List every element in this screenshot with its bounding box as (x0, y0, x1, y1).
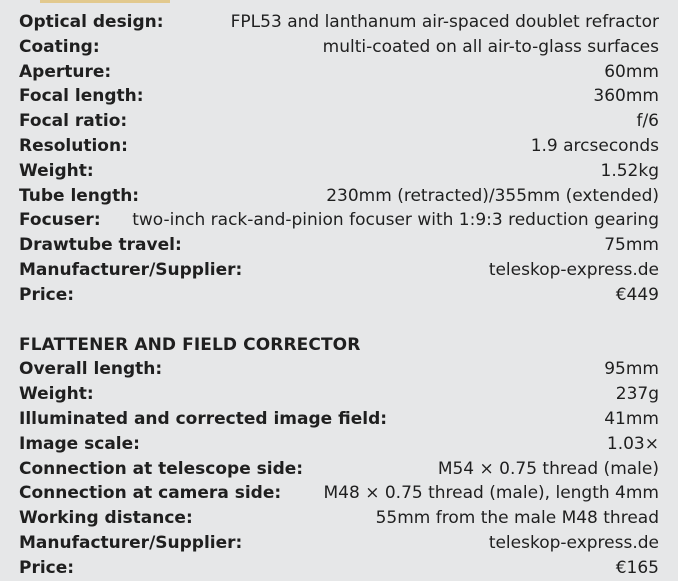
spec-value: 230mm (retracted)/355mm (extended) (326, 185, 659, 206)
spec-value: teleskop-express.de (488, 259, 659, 280)
spec-value: 360mm (593, 86, 659, 107)
spec-label: Price: (19, 284, 75, 305)
spec-label: Connection at telescope side: (19, 458, 304, 479)
spec-row-price (19, 283, 659, 308)
spec-value: 1.52kg (600, 160, 659, 181)
spec-label: Drawtube travel: (19, 235, 182, 256)
spec-sheet (19, 10, 659, 581)
spec-label: Weight: (19, 384, 94, 405)
spec-row-manufacturer (19, 258, 659, 283)
spec-label: Focal ratio: (19, 111, 128, 132)
spec-label: Illuminated and corrected image field: (19, 408, 388, 429)
spec-row-drawtube-travel (19, 233, 659, 258)
spec-value: f/6 (636, 111, 659, 132)
spec-row-weight (19, 382, 659, 407)
spec-label: Overall length: (19, 359, 163, 380)
spec-value: M54 × 0.75 thread (male) (437, 458, 659, 479)
spec-value: M48 × 0.75 thread (male), length 4mm (323, 483, 659, 504)
spec-row-coating (19, 35, 659, 60)
spec-value: teleskop-express.de (488, 532, 659, 553)
spec-label: Aperture: (19, 61, 112, 82)
spec-row-image-scale (19, 432, 659, 457)
spec-row-camera-connection (19, 481, 659, 506)
spec-value: multi-coated on all air-to-glass surfaces (322, 36, 659, 57)
spec-row-manufacturer (19, 531, 659, 556)
spec-row-resolution (19, 134, 659, 159)
top-accent-bar (40, 0, 170, 3)
spec-row-overall-length (19, 357, 659, 382)
spec-row-working-distance (19, 506, 659, 531)
spec-row-focal-length (19, 84, 659, 109)
spec-label: Tube length: (19, 185, 140, 206)
spec-label: Image scale: (19, 433, 140, 454)
spec-value: €449 (615, 284, 659, 305)
spec-label: Coating: (19, 36, 100, 57)
spec-label: Manufacturer/Supplier: (19, 259, 243, 280)
spec-row-price (19, 556, 659, 581)
spec-row-tube-length (19, 184, 659, 209)
spec-row-weight (19, 159, 659, 184)
section-spacer (19, 308, 659, 333)
corrector-specs-section (19, 333, 659, 581)
spec-value: 95mm (604, 359, 659, 380)
spec-value: two-inch rack-and-pinion focuser with 1:9:3 reduction gearing (132, 210, 659, 231)
spec-row-image-field (19, 407, 659, 432)
spec-row-focal-ratio (19, 109, 659, 134)
spec-value: 237g (615, 384, 659, 405)
spec-value: €165 (615, 557, 659, 578)
spec-value: 60mm (604, 61, 659, 82)
spec-label: Focal length: (19, 86, 144, 107)
spec-label: Focuser: (19, 210, 101, 231)
spec-label: Working distance: (19, 508, 193, 529)
section-title: FLATTENER AND FIELD CORRECTOR (19, 334, 361, 355)
telescope-specs-section (19, 10, 659, 308)
spec-value: 75mm (604, 235, 659, 256)
spec-value: 55mm from the male M48 thread (375, 508, 659, 529)
spec-value: 1.03× (606, 433, 659, 454)
spec-label: Resolution: (19, 135, 128, 156)
spec-label: Price: (19, 557, 75, 578)
spec-row-telescope-connection (19, 457, 659, 482)
spec-label: Manufacturer/Supplier: (19, 532, 243, 553)
spec-label: Connection at camera side: (19, 483, 282, 504)
spec-label: Optical design: (19, 12, 164, 32)
spec-value: 41mm (604, 408, 659, 429)
spec-value: 1.9 arcseconds (530, 135, 659, 156)
spec-row-optical-design (19, 10, 659, 35)
spec-row-focuser (19, 208, 659, 233)
spec-row-aperture (19, 60, 659, 85)
spec-label: Weight: (19, 160, 94, 181)
spec-value: FPL53 and lanthanum air-spaced doublet refractor (230, 12, 659, 32)
